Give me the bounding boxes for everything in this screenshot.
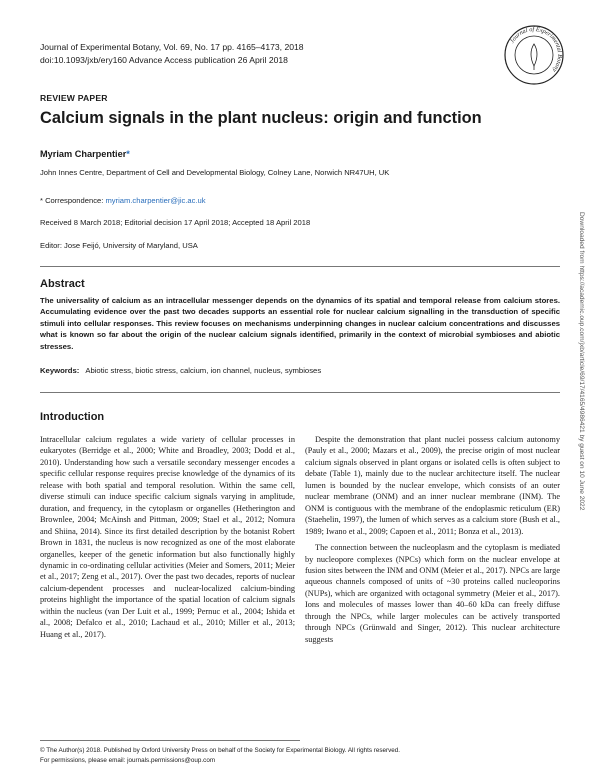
correspondence [40, 196, 206, 205]
footer-divider [40, 740, 300, 741]
editor-line: Editor: Jose Feijó, University of Maryland, USA [40, 241, 198, 250]
journal-logo-icon [503, 24, 565, 86]
divider [40, 266, 560, 267]
keywords [40, 366, 321, 375]
article-type: REVIEW PAPER [40, 93, 108, 103]
section-heading-introduction: Introduction [40, 411, 105, 423]
author-mark[interactable]: * [126, 149, 130, 159]
article-dates: Received 8 March 2018; Editorial decision 17 April 2018; Accepted 18 April 2018 [40, 218, 311, 227]
intro-paragraph-3: The connection between the nucleoplasm and the cytoplasm is mediated by nucleopore complexes (NPCs) which form on the nuclear envelope at fusion sites between the INM and ONM (Meier et al., 2017). NPCs are large aqueous channels composed of units of ~30 proteins called nucleoporins (NUPs), which are organized with octagonal symmetry (Meier et al., 2017). Ions and molecules of masses lower than 40–60 kDa can freely diffuse through the NPCs, while larger molecules can be actively transported through NPCs (Grünwald and Singer, 2012). This nuclear architecture suggests [305, 543, 560, 644]
author-name: Myriam Charpentier [40, 149, 127, 159]
permissions: For permissions, please email: journals.permissions@oup.com [40, 756, 216, 764]
correspondence-email-link[interactable]: myriam.charpentier@jic.ac.uk [105, 196, 206, 205]
abstract-heading: Abstract [40, 278, 85, 290]
journal-logo [503, 24, 565, 86]
abstract-text: The universality of calcium as an intracellular messenger depends on the dynamics of its spatial and temporal release from calcium stores. Accumulating evidence over the past two decades supports an essential role for nuclear calcium signalling in the transduction of specific stimuli into cellular responses. This review focuses on mechanisms underpinning changes in nuclear calcium concentrations and discusses what is known so far about the origin of the nuclear calcium signals identified, primarily in the context of microbial symbioses and abiotic stresses. [40, 296, 560, 351]
copyright: © The Author(s) 2018. Published by Oxford University Press on behalf of the Society for Experimental Biology. All rights reserved. [40, 747, 401, 754]
body-column-left [40, 434, 295, 645]
intro-paragraph-1: Intracellular calcium regulates a wide variety of cellular processes in eukaryotes (Berridge et al., 2000; White and Broadley, 2003; Dodd et al., 2010). Understanding how such a versatile secondary messenger encodes a specific cellular response requires precise knowledge of the dynamics of its release with both spatial and temporal resolution. Within the same cell, diverse stimuli can induce specific calcium signals varying in amplitude, duration, and frequency, in the cytoplasm or organelles (Hetherington and Brownlee, 2004; McAinsh and Pittman, 2009; Stael et al., 2012; Nomura and Shiina, 2014). Since its first detailed description by the botanist Robert Brown in 1831, the nucleus is now recognized as one of the most elaborate organelles, keeper of the genetic information but also functionally highly dynamic in co-ordinating cellular activities (Meier and Somers, 2011; Meier et al., 2017; Zeng et al., 2017). Over the past two decades, reports of nuclear calcium-dependent processes and nuclear-localized calcium-binding proteins highlight the importance of the spatial location of calcium signals within the nucleus (van Der Luit et al., 1999; Pernuc et al., 2004; Ishida et al., 2008; Defalco et al., 2010; Lachaud et al., 2010; Miller et al., 2013; Huang et al., 2017). [40, 435, 295, 639]
logo-text: Journal of Experimental Botany [508, 25, 564, 74]
svg-text:Journal of Experimental Botany [509, 26, 563, 74]
correspondence-label: * Correspondence: [40, 196, 106, 205]
keywords-list: Abiotic stress, biotic stress, calcium, ion channel, nucleus, symbioses [85, 366, 322, 375]
intro-paragraph-2: Despite the demonstration that plant nuclei possess calcium autonomy (Pauly et al., 2000; Mazars et al., 2009), the precise origin of most nuclear calcium signals observed in plant organs or isolated cells is often subject to debate (Table 1), mainly due to the nuclear architecture itself. The nuclear lumen is bounded by the nuclear envelope, which consists of an outer nuclear membrane (ONM) and an inner nuclear membrane (INM). The ONM is contiguous with the membrane of the endoplasmic reticulum (ER) (Staehelin, 1997), the lumen of which serves as a calcium store (Bush et al., 1989; Iwano et al., 2009; Capoen et al., 2011; Bonza et al., 2013). [305, 435, 560, 536]
affiliation: John Innes Centre, Department of Cell and Developmental Biology, Colney Lane, Norwich NR47UH, UK [40, 168, 390, 177]
keywords-label: Keywords: [40, 366, 80, 375]
journal-citation: Journal of Experimental Botany, Vol. 69, No. 17 pp. 4165–4173, 2018 [40, 42, 304, 52]
journal-doi: doi:10.1093/jxb/ery160 Advance Access publication 26 April 2018 [40, 55, 288, 65]
footer [40, 746, 400, 766]
journal-header [40, 41, 304, 67]
author-line [40, 149, 130, 159]
body-column-right [305, 434, 560, 650]
article-title: Calcium signals in the plant nucleus: origin and function [40, 109, 482, 127]
divider [40, 392, 560, 393]
download-watermark: Downloaded from https://academic.oup.com/jxb/article/69/17/4165/4986421 by guest on 10 June 2022 [578, 212, 585, 511]
